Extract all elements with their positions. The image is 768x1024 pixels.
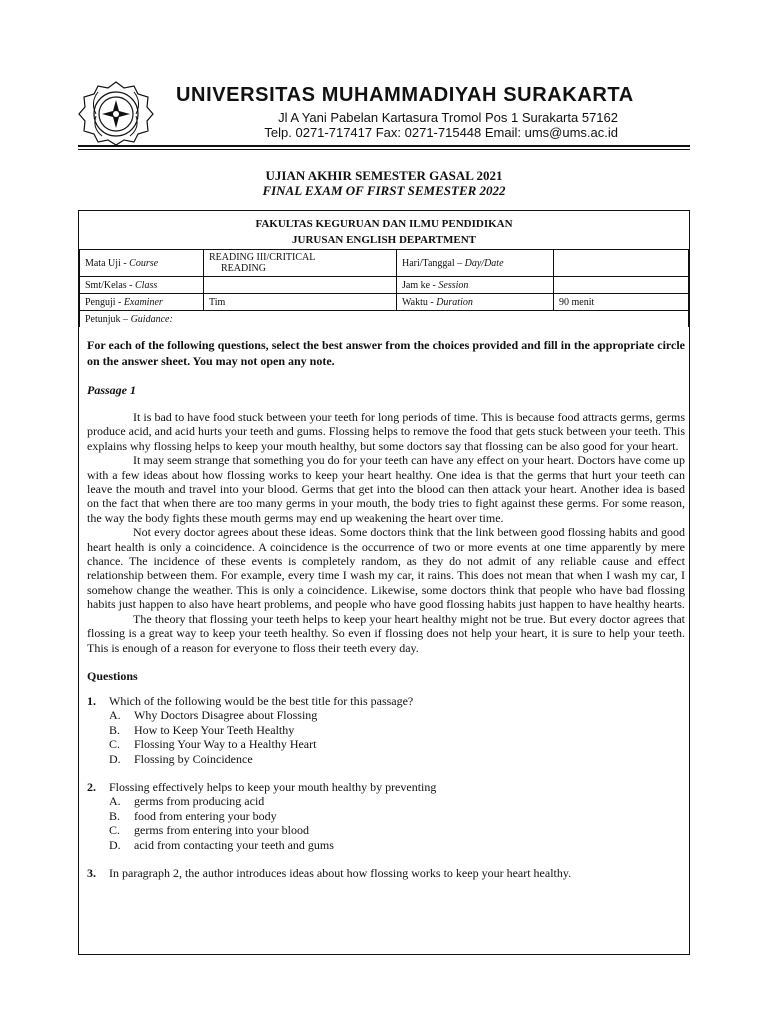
examiner-label: Penguji - Examiner xyxy=(80,294,204,311)
question-2 xyxy=(87,780,685,852)
guidance-label: Petunjuk – Guidance: xyxy=(80,311,689,328)
passage-title: Passage 1 xyxy=(87,383,136,397)
header-rule-thick xyxy=(78,145,690,147)
course-value: READING III/CRITICAL READING xyxy=(204,250,397,277)
course-label: Mata Uji - Course xyxy=(80,250,204,277)
answer-option[interactable]: A. germs from producing acid xyxy=(109,794,265,809)
questions-heading: Questions xyxy=(87,668,138,683)
university-contact: Telp. 0271-717417 Fax: 0271-715448 Email: ums@ums.ac.id xyxy=(264,125,618,140)
passage-paragraph: Not every doctor agrees about these ideas. Some doctors think that the link between good flossing habits and good heart health is only a coincidence. A coincidence is the occurrence of two or more events at one time apparently by mere chance. The incidence of these events is completely random, as they do not admit of any reliable cause and effect relationship between them. For example, every time I wash my car, it rains. This does not mean that when I wash my car, I somehow change the weather. This is only a coincidence. Likewise, some doctors think that people who have bad flossing habits just happen to also have heart problems, and people who have good flossing habits just happen to have healthy hearts. xyxy=(87,525,685,612)
exam-content xyxy=(87,337,685,894)
answer-option[interactable]: B. food from entering your body xyxy=(109,808,277,823)
date-value xyxy=(554,250,689,277)
class-label: Smt/Kelas - Class xyxy=(80,277,204,294)
passage-paragraph: It is bad to have food stuck between your teeth for long periods of time. This is because food attracts germs, germs produce acid, and acid hurts your teeth and gums. Flossing helps to remove the food that gets stuck between your teeth. This explains why flossing helps to keep your mouth healthy, but some doctors say that flossing can be also good for your heart. xyxy=(87,410,685,453)
letterhead xyxy=(78,80,698,150)
answer-option[interactable]: C. germs from entering into your blood xyxy=(109,823,309,838)
question-stem: Which of the following would be the best title for this passage? xyxy=(109,693,414,708)
answer-option[interactable]: A. Why Doctors Disagree about Flossing xyxy=(109,708,318,723)
exam-title-indonesian: UJIAN AKHIR SEMESTER GASAL 2021 xyxy=(265,168,503,183)
duration-value: 90 menit xyxy=(554,294,689,311)
date-label: Hari/Tanggal – Day/Date xyxy=(397,250,554,277)
passage-paragraph: The theory that flossing your teeth helps to keep your heart healthy might not be true. But every doctor agrees that flossing is a great way to keep your teeth healthy. So even if flossing does not help your heart, it is sure to help your teeth. This is enough of a reason for everyone to floss their teeth every day. xyxy=(87,611,685,655)
passage-paragraph: It may seem strange that something you do for your teeth can have any effect on your heart. Doctors have come up with a few ideas about how flossing works to keep your heart healthy. One idea is that the germs that hurt your teeth can leave the mouth and travel into your blood. Germs that get into the blood can then attack your heart. Another idea is based on the fact that when there are too many germs in your mouth, the body tries to fight against these germs. For some reason, the way the body fights these mouth germs may end up weakening the heart over time. xyxy=(87,453,685,525)
department-name: JURUSAN ENGLISH DEPARTMENT xyxy=(292,234,476,246)
session-label: Jam ke - Session xyxy=(397,277,554,294)
duration-label: Waktu - Duration xyxy=(397,294,554,311)
session-value xyxy=(554,277,689,294)
question-3 xyxy=(87,866,685,880)
question-stem: In paragraph 2, the author introduces ideas about how flossing works to keep your heart healthy. xyxy=(109,865,572,880)
question-number: 3. xyxy=(87,865,96,880)
university-name: UNIVERSITAS MUHAMMADIYAH SURAKARTA xyxy=(176,84,634,106)
class-value xyxy=(204,277,397,294)
header-rule-thin xyxy=(78,149,690,150)
question-number: 2. xyxy=(87,779,96,794)
answer-option[interactable]: C. Flossing Your Way to a Healthy Heart xyxy=(109,737,317,752)
question-1 xyxy=(87,694,685,766)
question-number: 1. xyxy=(87,693,96,708)
exam-title-english: FINAL EXAM OF FIRST SEMESTER 2022 xyxy=(262,183,506,198)
question-stem: Flossing effectively helps to keep your mouth healthy by preventing xyxy=(109,779,437,794)
exam-info-table xyxy=(79,249,689,327)
answer-option[interactable]: B. How to Keep Your Teeth Healthy xyxy=(109,722,295,737)
faculty-name: FAKULTAS KEGURUAN DAN ILMU PENDIDIKAN xyxy=(255,218,513,230)
examiner-value: Tim xyxy=(204,294,397,311)
university-address: Jl A Yani Pabelan Kartasura Tromol Pos 1 Surakarta 57162 xyxy=(278,110,618,125)
answer-option[interactable]: D. Flossing by Coincidence xyxy=(109,751,253,766)
answer-option[interactable]: D. acid from contacting your teeth and gums xyxy=(109,837,334,852)
exam-frame xyxy=(78,210,690,955)
instructions: For each of the following questions, select the best answer from the choices provided and fill in the appropriate circle on the answer sheet. You may not open any note. xyxy=(87,338,685,368)
